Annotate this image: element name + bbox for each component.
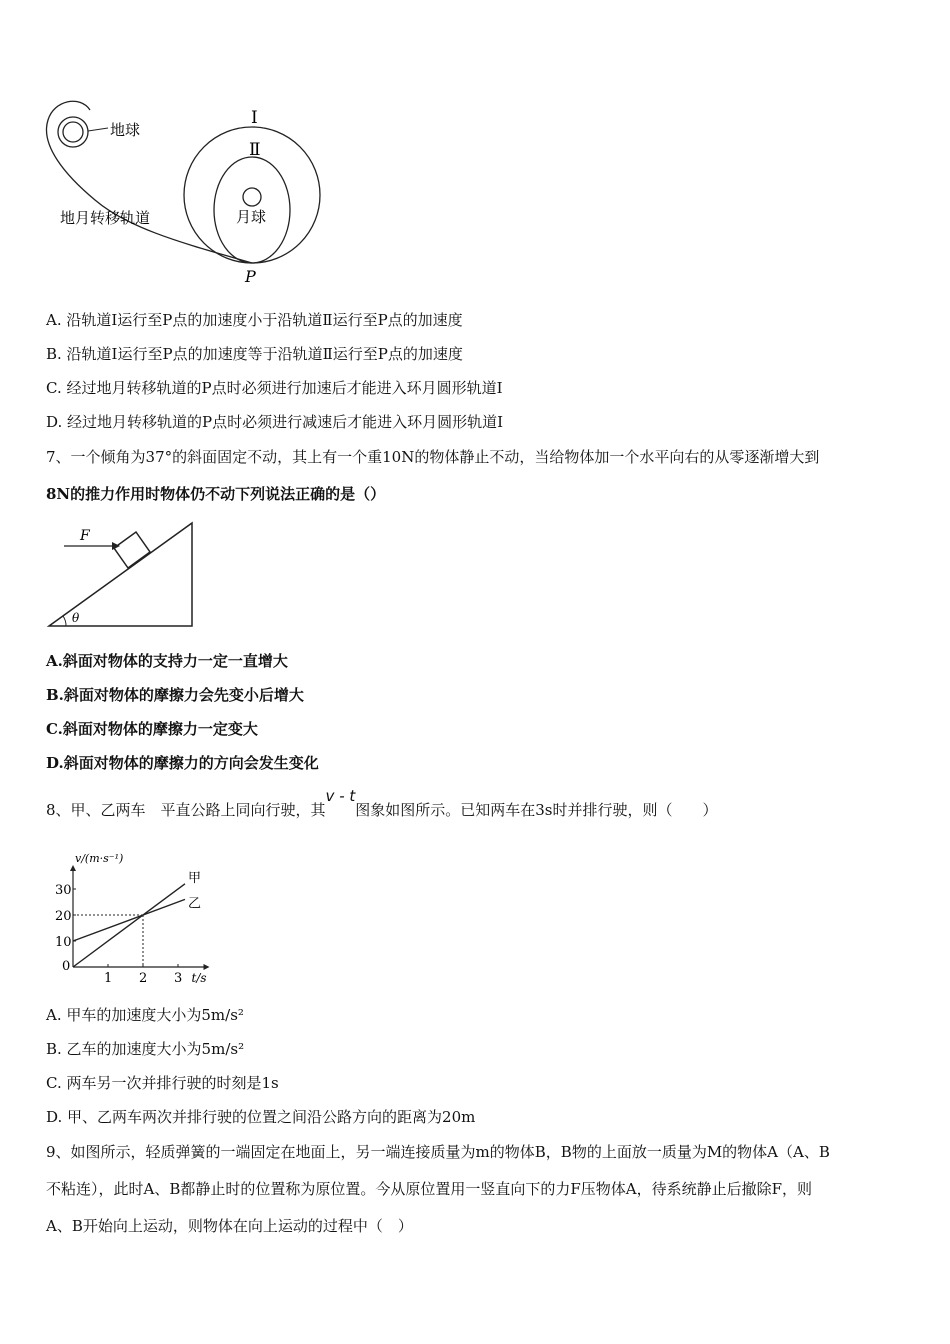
q7-stem-line1: 7、一个倾角为37°的斜面固定不动，其上有一个重10N的物体静止不动，当给物体加一个水平向右的从零逐渐增大到 <box>46 448 820 466</box>
q6-option-a: A. 沿轨道Ⅰ运行至P点的加速度小于沿轨道Ⅱ运行至P点的加速度 <box>46 311 463 329</box>
x-axis-label: t/s <box>191 971 207 985</box>
q8-vt-label: v - t <box>325 787 356 805</box>
series-line-2 <box>73 899 185 941</box>
block <box>114 532 150 568</box>
q6-option-d: D. 经过地月转移轨道的P点时必须进行减速后才能进入环月圆形轨道Ⅰ <box>46 413 504 431</box>
q6-option-b: B. 沿轨道Ⅰ运行至P点的加速度等于沿轨道Ⅱ运行至P点的加速度 <box>46 345 463 363</box>
q8-option-d: D. 甲、乙两车两次并排行驶的位置之间沿公路方向的距离为20m <box>46 1108 476 1126</box>
q6-option-c: C. 经过地月转移轨道的P点时必须进行加速后才能进入环月圆形轨道Ⅰ <box>46 379 503 397</box>
transfer-label: 地月转移轨道 <box>60 209 151 227</box>
q9-stem-line3: A、B开始向上运动，则物体在向上运动的过程中（ ） <box>46 1217 413 1235</box>
orbit-1-label: Ⅰ <box>251 108 258 128</box>
q9-stem-line1: 9、如图所示，轻质弹簧的一端固定在地面上，另一端连接质量为m的物体B，B物的上面放一质量为M的物体A（A、B <box>46 1143 830 1161</box>
series-line-1 <box>73 884 185 967</box>
transfer-orbit <box>46 101 252 263</box>
x-tick-label: 1 <box>104 971 113 985</box>
x-tick-label: 3 <box>174 971 183 985</box>
force-label: F <box>80 528 90 544</box>
incline-figure <box>44 518 204 633</box>
orbit-2-label: Ⅱ <box>249 140 261 160</box>
earth-label: 地球 <box>110 121 141 139</box>
moon-label: 月球 <box>236 208 267 226</box>
series-label-1: 甲 <box>188 870 202 886</box>
q7-option-c: C.斜面对物体的摩擦力一定变大 <box>46 720 258 738</box>
origin-label: 0 <box>62 959 71 974</box>
q8-stem <box>46 787 718 820</box>
point-p-label: P <box>245 267 256 286</box>
earth-inner-circle <box>63 122 83 142</box>
x-axis-arrow <box>204 964 210 970</box>
q7-option-a: A.斜面对物体的支持力一定一直增大 <box>46 652 288 670</box>
y-tick-label: 30 <box>55 883 72 898</box>
q8-text-before: 8、甲、乙两车 平直公路上同向行驶，其 <box>46 801 326 819</box>
y-axis-arrow <box>70 865 76 871</box>
q7-stem-line2: 8N的推力作用时物体仍不动下列说法正确的是（） <box>46 485 386 503</box>
moon-circle <box>243 188 261 206</box>
angle-label: θ <box>72 611 80 625</box>
q7-option-b: B.斜面对物体的摩擦力会先变小后增大 <box>46 686 304 704</box>
orbit-figure <box>40 95 340 290</box>
q9-stem-line2: 不粘连），此时A、B都静止时的位置称为原位置。今从原位置用一竖直向下的力F压物体A，待系统静止后撤除F，则 <box>46 1180 813 1198</box>
q8-option-b: B. 乙车的加速度大小为5m/s² <box>46 1040 245 1058</box>
q8-option-a: A. 甲车的加速度大小为5m/s² <box>46 1006 244 1024</box>
y-tick-label: 10 <box>55 935 72 950</box>
x-tick-label: 2 <box>139 971 148 985</box>
y-axis-label: v/(m·s⁻¹) <box>75 852 124 865</box>
q8-option-c: C. 两车另一次并排行驶的时刻是1s <box>46 1074 279 1092</box>
q7-option-d: D.斜面对物体的摩擦力的方向会发生变化 <box>46 754 319 772</box>
incline-triangle <box>49 523 192 626</box>
vt-chart <box>40 845 230 985</box>
series-label-2: 乙 <box>188 896 202 912</box>
q8-text-after: 图象如图所示。已知两车在3s时并排行驶，则（ ） <box>355 801 718 819</box>
y-tick-label: 20 <box>55 909 72 924</box>
